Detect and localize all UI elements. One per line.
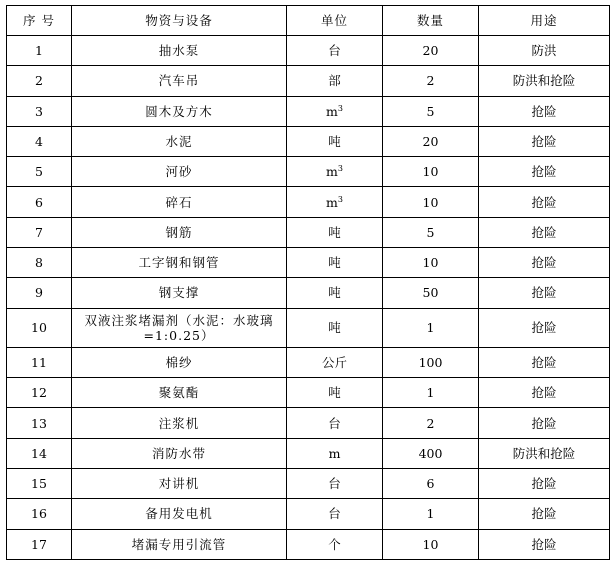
row-item: 工字钢和钢管 bbox=[72, 247, 287, 277]
row-index: 11 bbox=[7, 347, 72, 377]
row-index: 15 bbox=[7, 469, 72, 499]
table-row bbox=[7, 378, 610, 408]
row-unit: 公斤 bbox=[287, 347, 383, 377]
row-unit: 个 bbox=[287, 529, 383, 559]
row-item: 碎石 bbox=[72, 187, 287, 217]
row-index: 17 bbox=[7, 529, 72, 559]
materials-table bbox=[6, 5, 610, 560]
row-unit: 台 bbox=[287, 36, 383, 66]
row-use: 抢险 bbox=[479, 278, 610, 308]
row-use: 抢险 bbox=[479, 499, 610, 529]
row-qty: 1 bbox=[383, 378, 479, 408]
row-use: 抢险 bbox=[479, 126, 610, 156]
row-unit: 吨 bbox=[287, 308, 383, 347]
row-index: 13 bbox=[7, 408, 72, 438]
row-qty: 6 bbox=[383, 469, 479, 499]
row-index: 12 bbox=[7, 378, 72, 408]
row-use: 抢险 bbox=[479, 529, 610, 559]
row-qty: 5 bbox=[383, 217, 479, 247]
table-row bbox=[7, 499, 610, 529]
row-use: 抢险 bbox=[479, 347, 610, 377]
row-qty: 10 bbox=[383, 247, 479, 277]
header-item: 物资与设备 bbox=[72, 6, 287, 36]
table-body bbox=[7, 36, 610, 560]
row-use: 抢险 bbox=[479, 469, 610, 499]
row-unit: 台 bbox=[287, 499, 383, 529]
table-row bbox=[7, 438, 610, 468]
row-item: 对讲机 bbox=[72, 469, 287, 499]
table-row bbox=[7, 247, 610, 277]
table-row bbox=[7, 96, 610, 126]
row-index: 5 bbox=[7, 157, 72, 187]
row-qty: 50 bbox=[383, 278, 479, 308]
row-use: 抢险 bbox=[479, 378, 610, 408]
row-index: 9 bbox=[7, 278, 72, 308]
row-qty: 2 bbox=[383, 66, 479, 96]
row-qty: 400 bbox=[383, 438, 479, 468]
row-unit: $m^3$ bbox=[287, 187, 383, 217]
row-item: 钢筋 bbox=[72, 217, 287, 247]
row-item: 聚氨酯 bbox=[72, 378, 287, 408]
row-index: 3 bbox=[7, 96, 72, 126]
row-unit: 吨 bbox=[287, 126, 383, 156]
row-index: 1 bbox=[7, 36, 72, 66]
row-item: 堵漏专用引流管 bbox=[72, 529, 287, 559]
row-qty: 20 bbox=[383, 126, 479, 156]
row-unit: 吨 bbox=[287, 378, 383, 408]
row-qty: 10 bbox=[383, 187, 479, 217]
row-item: 消防水带 bbox=[72, 438, 287, 468]
row-index: 8 bbox=[7, 247, 72, 277]
header-use: 用途 bbox=[479, 6, 610, 36]
header-index: 序 号 bbox=[7, 6, 72, 36]
row-unit: 吨 bbox=[287, 247, 383, 277]
row-item: 河砂 bbox=[72, 157, 287, 187]
row-use: 抢险 bbox=[479, 96, 610, 126]
row-qty: 1 bbox=[383, 499, 479, 529]
row-index: 10 bbox=[7, 308, 72, 347]
row-unit: $m^3$ bbox=[287, 96, 383, 126]
row-use: 防洪和抢险 bbox=[479, 66, 610, 96]
row-item: 钢支撑 bbox=[72, 278, 287, 308]
table-row bbox=[7, 529, 610, 559]
row-use: 抢险 bbox=[479, 408, 610, 438]
row-use: 抢险 bbox=[479, 247, 610, 277]
row-unit: 吨 bbox=[287, 278, 383, 308]
row-item: 棉纱 bbox=[72, 347, 287, 377]
table-row bbox=[7, 469, 610, 499]
table-row bbox=[7, 217, 610, 247]
row-index: 16 bbox=[7, 499, 72, 529]
row-unit: 台 bbox=[287, 408, 383, 438]
row-use: 防洪 bbox=[479, 36, 610, 66]
row-qty: 20 bbox=[383, 36, 479, 66]
table-row bbox=[7, 66, 610, 96]
row-unit: 台 bbox=[287, 469, 383, 499]
row-index: 2 bbox=[7, 66, 72, 96]
row-use: 防洪和抢险 bbox=[479, 438, 610, 468]
row-item: 备用发电机 bbox=[72, 499, 287, 529]
table-row bbox=[7, 187, 610, 217]
row-qty: 100 bbox=[383, 347, 479, 377]
header-row bbox=[7, 6, 610, 36]
row-item: 双液注浆堵漏剂（水泥：水玻璃=1:0.25） bbox=[72, 308, 287, 347]
row-index: 7 bbox=[7, 217, 72, 247]
table-row bbox=[7, 157, 610, 187]
header-qty: 数量 bbox=[383, 6, 479, 36]
row-index: 4 bbox=[7, 126, 72, 156]
table-row bbox=[7, 126, 610, 156]
table-row bbox=[7, 36, 610, 66]
row-index: 6 bbox=[7, 187, 72, 217]
row-qty: 1 bbox=[383, 308, 479, 347]
row-item: 注浆机 bbox=[72, 408, 287, 438]
row-item: 水泥 bbox=[72, 126, 287, 156]
row-qty: 2 bbox=[383, 408, 479, 438]
table-row bbox=[7, 308, 610, 347]
row-item: 圆木及方木 bbox=[72, 96, 287, 126]
row-item: 抽水泵 bbox=[72, 36, 287, 66]
row-index: 14 bbox=[7, 438, 72, 468]
row-qty: 5 bbox=[383, 96, 479, 126]
row-unit: 吨 bbox=[287, 217, 383, 247]
row-unit: 部 bbox=[287, 66, 383, 96]
row-qty: 10 bbox=[383, 529, 479, 559]
table-row bbox=[7, 408, 610, 438]
row-unit: m bbox=[287, 438, 383, 468]
row-use: 抢险 bbox=[479, 157, 610, 187]
table-row bbox=[7, 347, 610, 377]
table-row bbox=[7, 278, 610, 308]
row-use: 抢险 bbox=[479, 308, 610, 347]
row-qty: 10 bbox=[383, 157, 479, 187]
header-unit: 单位 bbox=[287, 6, 383, 36]
row-use: 抢险 bbox=[479, 217, 610, 247]
row-use: 抢险 bbox=[479, 187, 610, 217]
row-unit: $m^3$ bbox=[287, 157, 383, 187]
row-item: 汽车吊 bbox=[72, 66, 287, 96]
